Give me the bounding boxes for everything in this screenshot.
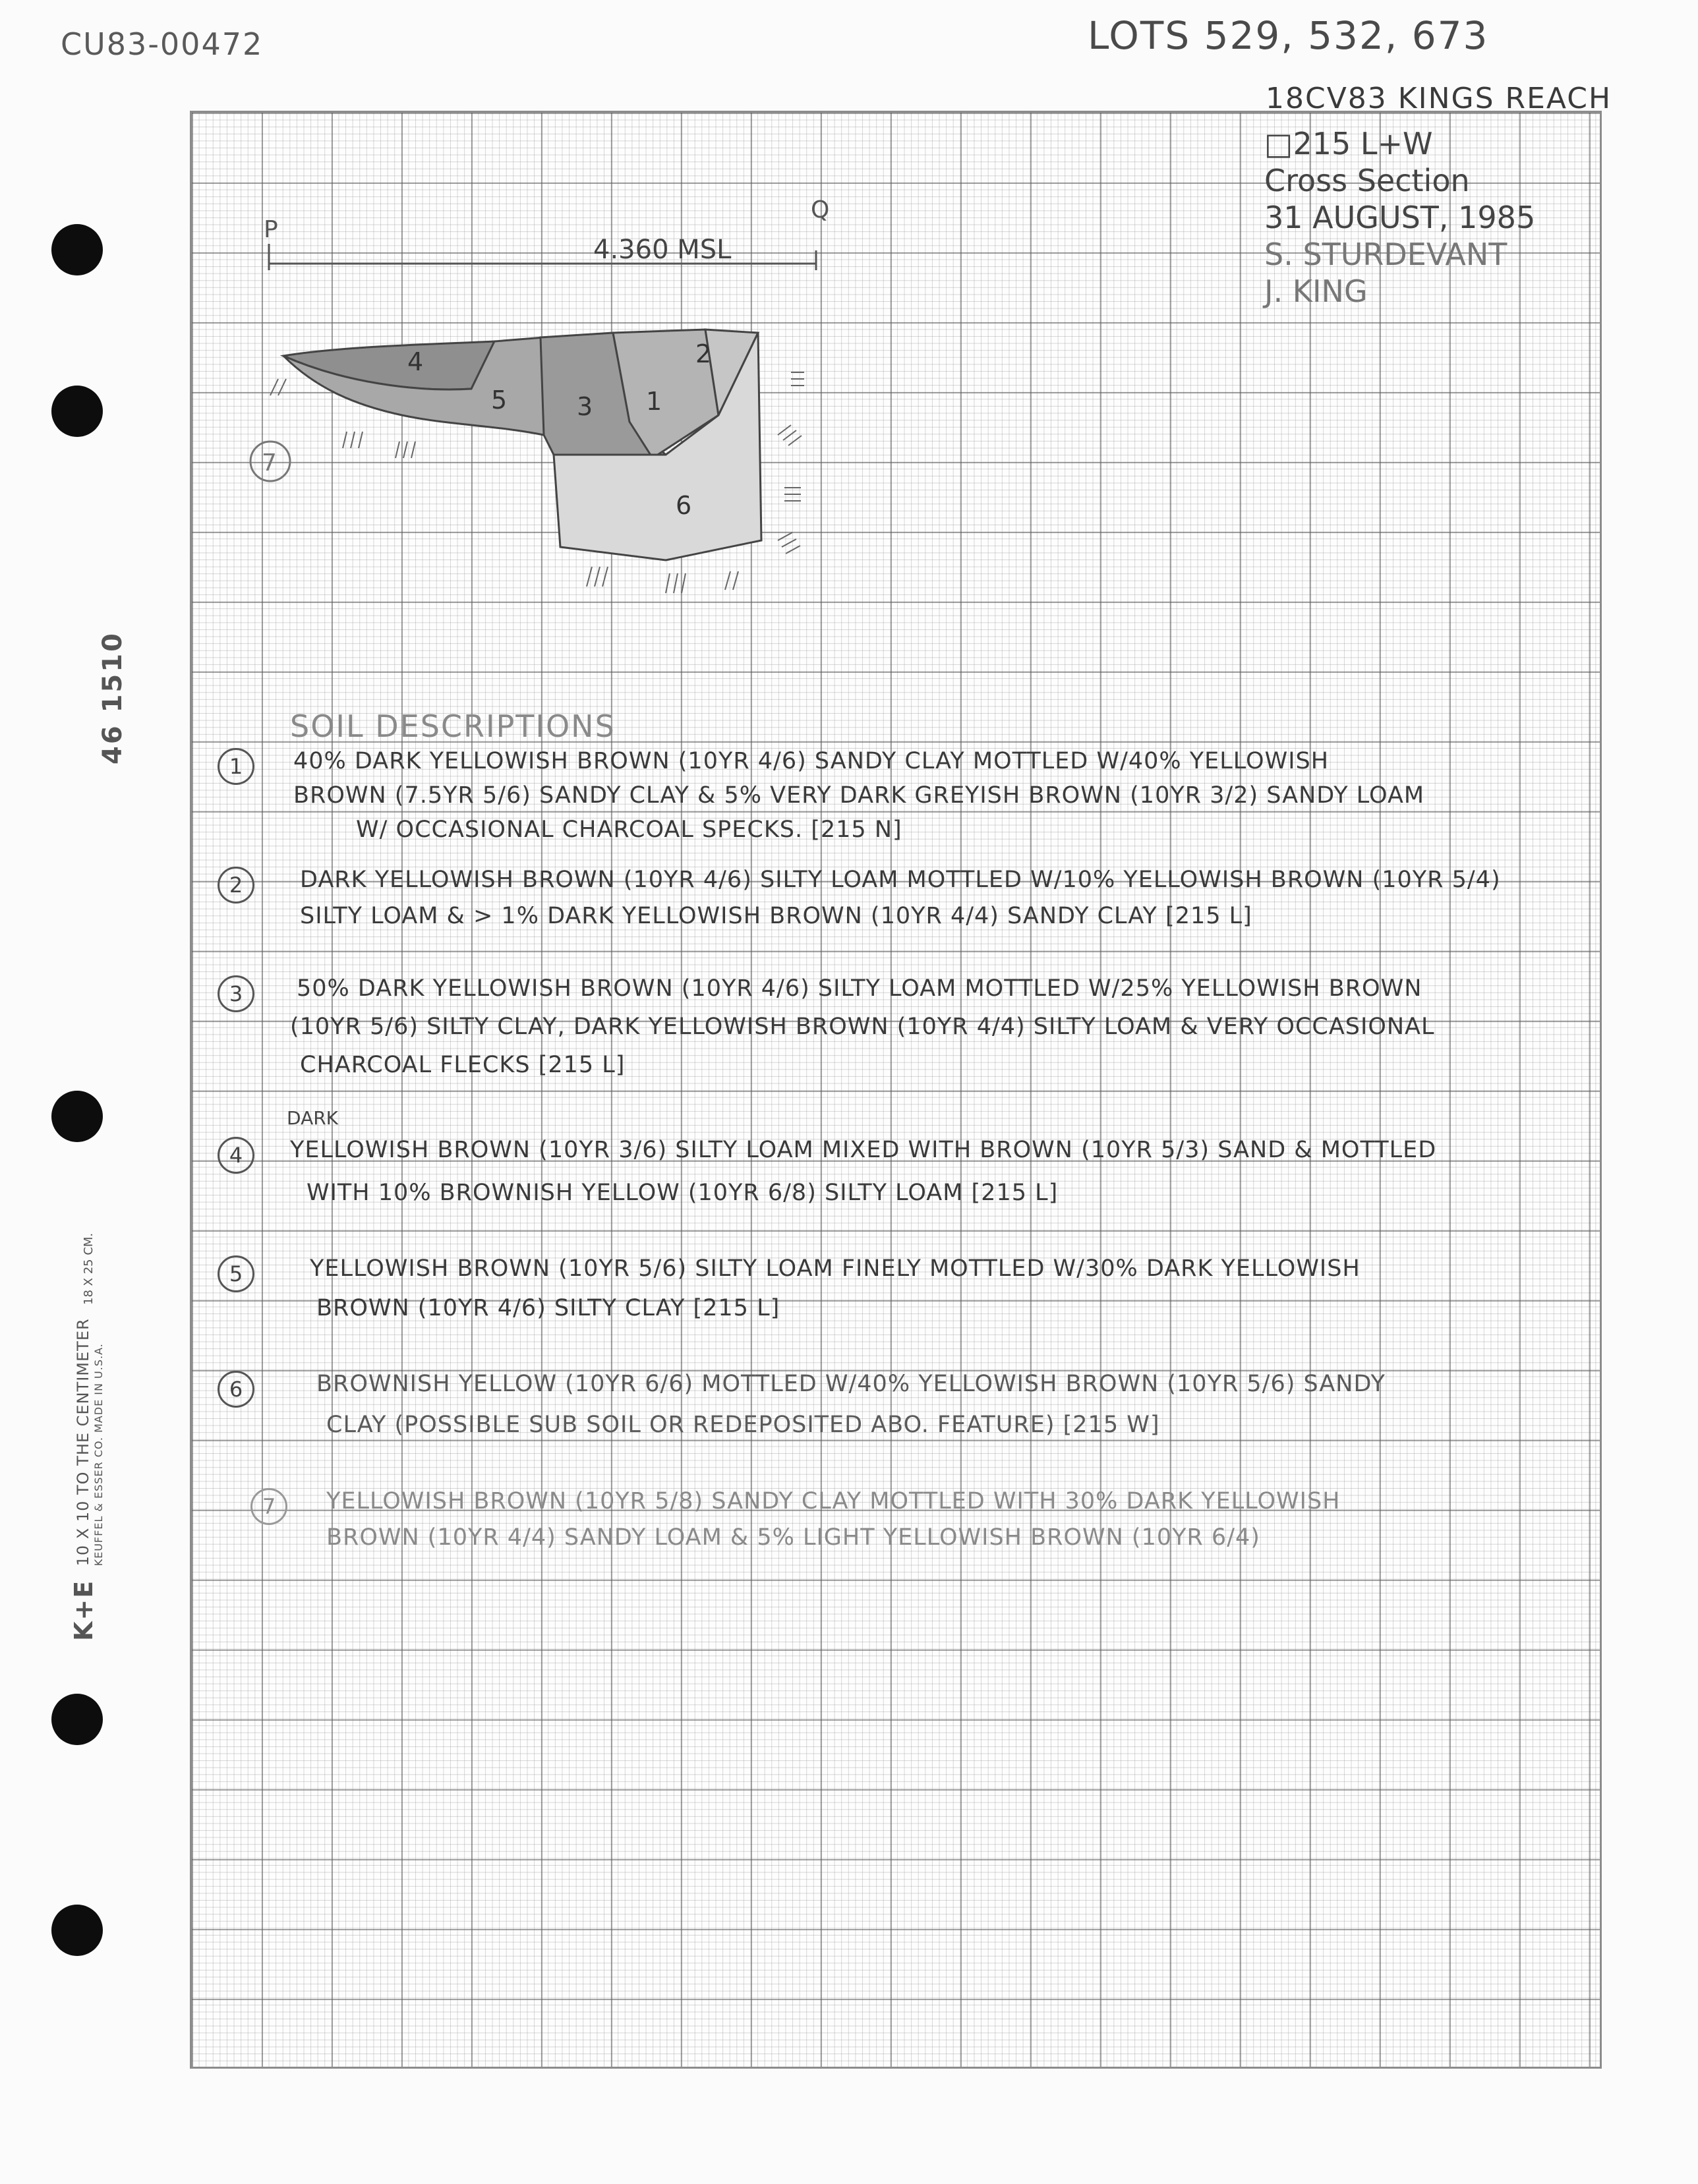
description-number: 2	[218, 867, 254, 904]
paper-brand-imprint	[69, 1233, 105, 1641]
drawing-date: 31 AUGUST, 1985	[1264, 200, 1536, 235]
layer-label: 2	[695, 339, 712, 368]
layer-label: 3	[577, 392, 593, 421]
punch-hole	[51, 1905, 103, 1956]
description-line: BROWN (7.5YR 5/6) SANDY CLAY & 5% VERY DARK GREYISH BROWN (10YR 3/2) SANDY LOAM	[293, 782, 1425, 809]
insertion-note: DARK	[287, 1107, 339, 1129]
description-line: WITH 10% BROWNISH YELLOW (10YR 6/8) SILTY LOAM [215 L]	[307, 1180, 1059, 1206]
lot-numbers: LOTS 529, 532, 673	[1088, 13, 1489, 58]
recorder-name: J. KING	[1264, 273, 1368, 309]
description-line: DARK YELLOWISH BROWN (10YR 4/6) SILTY LOAM MOTTLED W/10% YELLOWISH BROWN (10YR 5/4)	[300, 867, 1501, 893]
layer-7-label: 7	[262, 449, 277, 476]
description-line: W/ OCCASIONAL CHARCOAL SPECKS. [215 N]	[356, 817, 902, 843]
brand-logo: K+E	[69, 1579, 98, 1641]
description-line: YELLOWISH BROWN (10YR 5/6) SILTY LOAM FINELY MOTTLED W/30% DARK YELLOWISH	[310, 1255, 1361, 1282]
description-number: 3	[218, 975, 254, 1012]
description-line: CLAY (POSSIBLE SUB SOIL OR REDEPOSITED ABO. FEATURE) [215 W]	[326, 1412, 1160, 1438]
layer-label: 5	[491, 386, 508, 415]
punch-hole	[51, 224, 103, 275]
label-p: P	[264, 216, 278, 243]
cross-section-sketch	[244, 198, 837, 619]
description-line: BROWN (10YR 4/4) SANDY LOAM & 5% LIGHT YELLOWISH BROWN (10YR 6/4)	[326, 1524, 1260, 1551]
site-name: 18CV83 KINGS REACH	[1266, 82, 1612, 115]
datum-label: 4.360 MSL	[593, 235, 732, 265]
brand-dimensions: 18 X 25 CM.	[82, 1232, 96, 1305]
sheet-code: 46 1510	[98, 631, 128, 764]
unit-label: □215 L+W	[1264, 126, 1433, 161]
description-number: 7	[250, 1488, 287, 1525]
description-number: 4	[218, 1137, 254, 1174]
description-number: 5	[218, 1255, 254, 1292]
layer-label: 4	[407, 347, 424, 376]
punch-hole	[51, 1091, 103, 1142]
description-line: YELLOWISH BROWN (10YR 5/8) SANDY CLAY MOTTLED WITH 30% DARK YELLOWISH	[326, 1488, 1341, 1514]
description-line: BROWNISH YELLOW (10YR 6/6) MOTTLED W/40% YELLOWISH BROWN (10YR 5/6) SANDY	[316, 1371, 1386, 1397]
description-line: 50% DARK YELLOWISH BROWN (10YR 4/6) SILTY LOAM MOTTLED W/25% YELLOWISH BROWN	[297, 975, 1422, 1002]
description-line: SILTY LOAM & > 1% DARK YELLOWISH BROWN (10YR 4/4) SANDY CLAY [215 L]	[300, 903, 1252, 929]
brand-text: 10 X 10 TO THE CENTIMETER	[74, 1318, 92, 1566]
layer-label: 1	[646, 387, 662, 416]
description-line: 40% DARK YELLOWISH BROWN (10YR 4/6) SANDY CLAY MOTTLED W/40% YELLOWISH	[293, 748, 1330, 774]
datum-line	[264, 198, 829, 270]
brand-text: KEUFFEL & ESSER CO. MADE IN U.S.A.	[92, 1343, 105, 1566]
description-line: (10YR 5/6) SILTY CLAY, DARK YELLOWISH BROWN (10YR 4/4) SILTY LOAM & VERY OCCASIONAL	[290, 1014, 1435, 1040]
description-line: YELLOWISH BROWN (10YR 3/6) SILTY LOAM MIXED WITH BROWN (10YR 5/3) SAND & MOTTLED	[290, 1137, 1437, 1163]
description-line: BROWN (10YR 4/6) SILTY CLAY [215 L]	[316, 1295, 780, 1321]
drawing-title: Cross Section	[1264, 163, 1470, 198]
soil-layers	[283, 330, 761, 560]
punch-hole	[51, 386, 103, 437]
soil-descriptions-heading: SOIL DESCRIPTIONS	[290, 708, 616, 744]
description-line: CHARCOAL FLECKS [215 L]	[300, 1052, 626, 1078]
layer-7-marker	[250, 442, 290, 481]
description-number: 1	[218, 748, 254, 785]
punch-hole	[51, 1694, 103, 1745]
document-id: CU83-00472	[61, 26, 264, 62]
drawing-info	[1264, 125, 1535, 310]
recorder-name: S. STURDEVANT	[1264, 237, 1508, 272]
label-q: Q	[811, 198, 830, 223]
description-number: 6	[218, 1371, 254, 1408]
layer-label: 6	[676, 491, 692, 520]
